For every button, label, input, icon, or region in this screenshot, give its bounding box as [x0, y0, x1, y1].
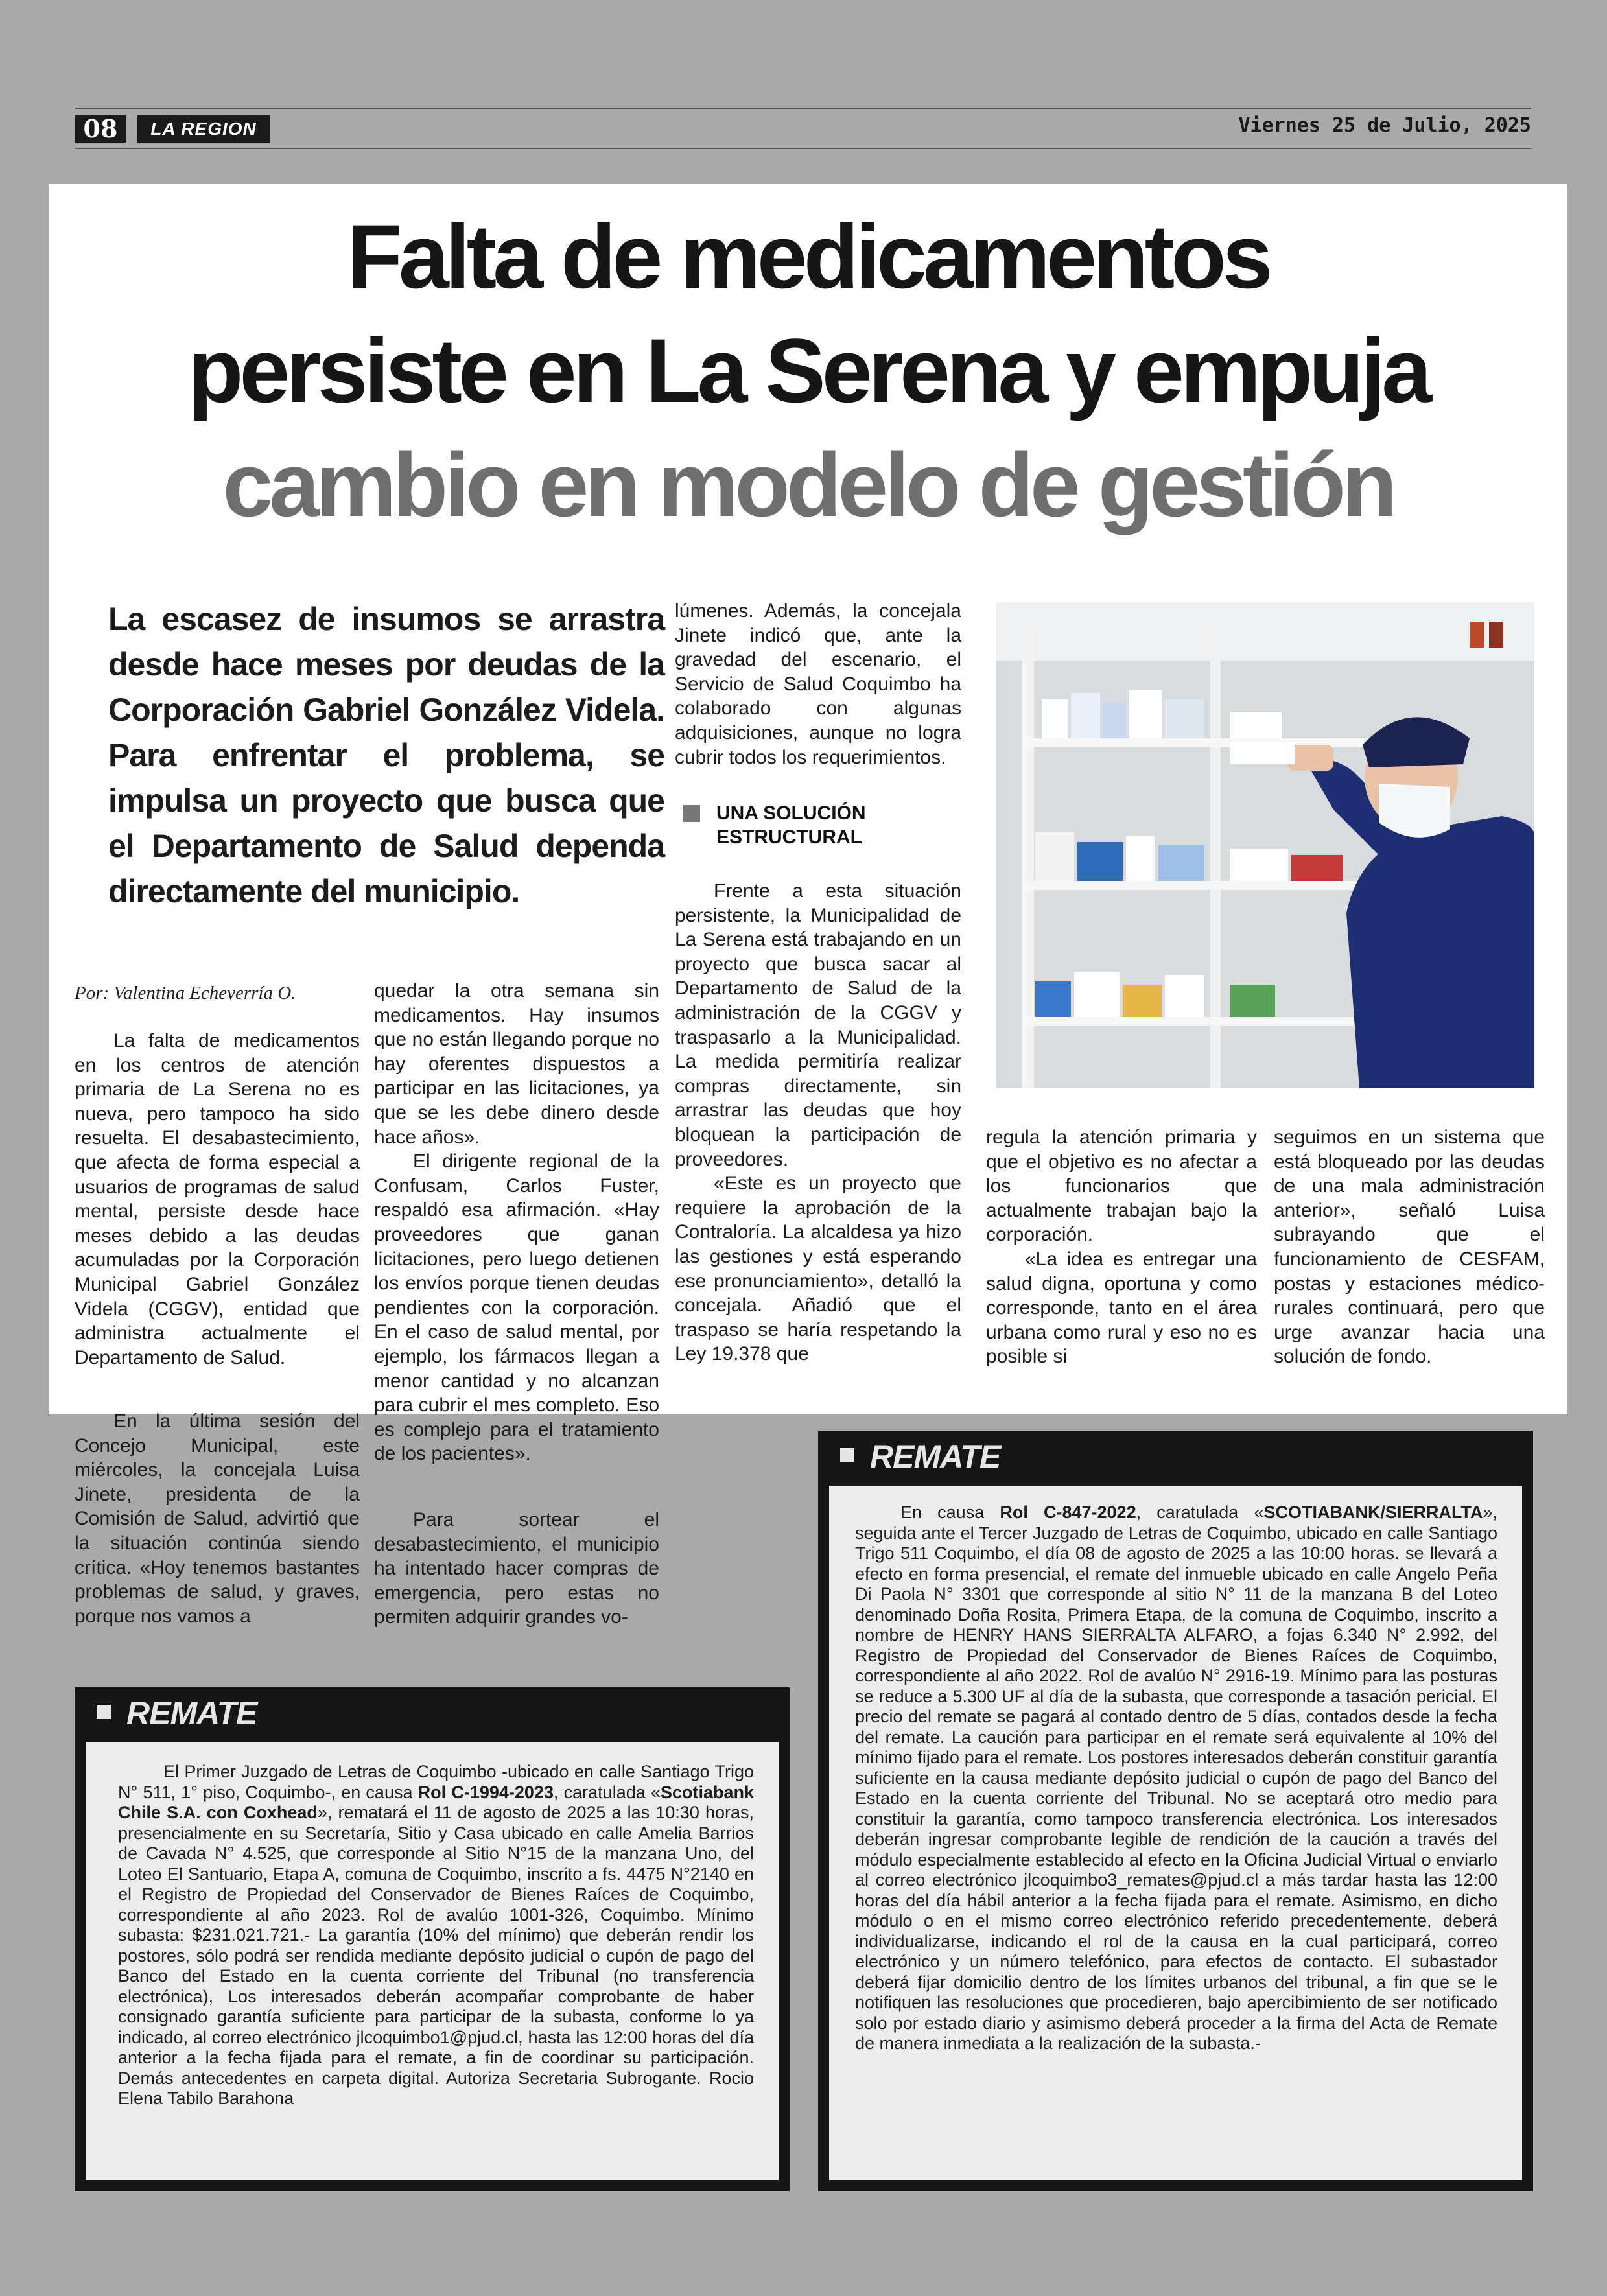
remate-text-left: El Primer Juzgado de Letras de Coquimbo -ubicado en calle Santiago Trigo N° 511, 1° piso, Coquimbo-, en causa Rol C-1994-2023, caratulada «Scotiabank Chile S.A. con Coxhead», rematará el 11 de agosto de 2025 a las 10:30 horas, presencialmente en su Secretaría, Sitio y Casa ubicado en calle Amelia Barrios de Cavada N° 4.525, que corresponde al Sitio N°15 de la manzana Uno, del Loteo El Santuario, Etapa A, comuna de Coquimbo, inscrito a fs. 4475 N°2140 en el Registro de Propiedad del Conservador de Bienes Raíces de Coquimbo, correspondiente al año 2023. Rol de avalúo 1001-326, Coquimbo. Mínimo subasta: $231.021.721.- La garantía (10% del mínimo) que deberán rendir los postores, sólo podrá ser rendida mediante depósito judicial o cupón de pago del Banco del Estado en la cuenta corriente del Tribunal (no transferencia electrónica), Los interesados deberán acompañar comprobante de haber consignado garantía suficiente para participar de la subasta, conforme lo ya indicado, al correo electrónico jlcoquimbo1@pjud.cl, hasta las 12:00 horas del día anterior a la fecha fijada para el remate, a fin de coordinar su participación. Demás antecedentes en carpeta digital. Autoriza Secretaria Subrogante. Rocio Elena Tabilo Barahona: [118, 1762, 755, 2108]
issue-date: Viernes 25 de Julio, 2025: [1238, 114, 1531, 137]
column-2: [374, 979, 659, 1466]
column-5: [1274, 1125, 1545, 1369]
column-3-paragraph-1: lúmenes. Además, la concejala Jinete indicó que, ante la gravedad del escenario, el Servicio de Salud Coquimbo ha colaborado con algunas adquisiciones, aunque no logra cubrir todos los requerimientos.: [675, 600, 961, 768]
column-3-paragraph-2: Frente a esta situación persistente, la Municipalidad de La Serena está trabajando en un proyecto que busca sacar al Departamento de Salud de la administración de la CGGV y traspasarlo a la Municipalidad. La medida permitiría realizar compras directamente, sin arrastrar las deudas que hoy bloquean la participación de proveedores.: [675, 880, 961, 1170]
column-3-bottom: [675, 879, 961, 1366]
square-bullet-icon: [97, 1705, 111, 1719]
publication-logo: LA REGION: [137, 115, 270, 143]
column-4-paragraph-1: regula la atención primaria y que el objetivo es no afectar a los funcionarios que actualmente trabajan bajo la corporación.: [986, 1127, 1257, 1246]
header-rule-bottom: [75, 148, 1531, 149]
column-4: [986, 1125, 1257, 1369]
column-1-continued: [75, 1409, 360, 1628]
column-2-paragraph-2: El dirigente regional de la Confusam, Carlos Fuster, respaldó esa afirmación. «Hay proveedores que ganan licitaciones, pero luego detienen los envíos porque tienen deudas pendientes con la corporación. En el caso de salud mental, por ejemplo, los fármacos llegan a menor cantidad y no alcanzan para cubrir el mes completo. Eso es complejo para el tratamiento de los pacientes».: [374, 1151, 659, 1465]
column-3-top: [675, 599, 961, 769]
header-rule-top: [75, 108, 1531, 109]
byline: Por: Valentina Echeverría O.: [75, 983, 296, 1003]
pharmacy-photo: [996, 602, 1534, 1088]
page-number: 08: [75, 115, 126, 143]
article-lead: La escasez de insumos se arrastra desde hace meses por deudas de la Corporación Gabriel González Videla. Para enfrentar el problema, se impulsa un proyecto que busca que el Departamento de Salud dependa directamente del municipio.: [108, 601, 664, 909]
column-5-paragraph-1: seguimos en un sistema que está bloqueado por las deudas de una mala administración anterior», señaló Luisa subrayando que el funcionamiento de CESFAM, postas y estaciones médico-rurales continuará, pero que urge avanzar hacia una solución de fondo.: [1274, 1127, 1545, 1368]
remate-text-right: En causa Rol C-847-2022, caratulada «SCOTIABANK/SIERRALTA», seguida ante el Tercer Juzgado de Letras de Coquimbo, ubicado en calle Santiago Trigo 511 Coquimbo, el día 08 de agosto de 2025 a las 10:00 horas. se llevará a efecto en forma presencial, el remate del inmueble ubicado en calle Angelo Peña Di Paola N° 3301 que corresponde al sitio N° 11 de la manzana B del Loteo denominado Doña Rosita, Primera Etapa, de la comuna de Coquimbo, inscrito a nombre de HENRY HANS SIERRALTA ALFARO, a fojas 6.340 N° 2.992, del Registro de Propiedad del Conservador de Bienes Raíces de Coquimbo, correspondiente al año 2022. Rol de avalúo N° 2916-19. Mínimo para las posturas se reduce a 5.300 UF al día de la subasta, que corresponde a tasación pericial. El precio del remate se pagará al contado dentro de 5 días, contados desde la fecha del remate. La caución para participar en el remate será equivalente al 10% del mínimo fijado para el remate. Los postores interesados deberán constituir garantía suficiente en la causa mediante depósito judicial o cupón de pago del Banco del Estado en la cuenta corriente del Tribunal. No se aceptará otro medio para constituir la garantía, como tampoco transferencia electrónica. Los interesados deberán ingresar comprobante legible de rendición de la caución a través del módulo especialmente establecido al efecto en la Oficina Judicial Virtual o enviarlo al correo electrónico jlcoquimbo3_remates@pjud.cl a más tardar hasta las 12:00 horas del día hábil anterior a la fecha fijada para el remate. Asimismo, en dicho módulo o en el mismo correo electrónico referido precedentemente, deberá individualizarse, indicando el rol de la causa en la cual participará, correo electrónico y un número telefónico, para efectos de contacto. El subastador deberá fijar domicilio dentro de los límites urbanos del tribunal, a fin que se le notifiquen las resoluciones que procedieren, bajo apercibimiento de ser notificado solo por estado diario y asimismo deberá proceder a la firma del Acta de Remate de manera inmediata a la realización de la subasta.-: [855, 1503, 1498, 2053]
column-1-paragraph-2: En la última sesión del Concejo Municipal, este miércoles, la concejala Luisa Jinete, presidenta de la Comisión de Salud, advirtió que la situación continúa siendo crítica. «Hoy tenemos bastantes problemas de salud, y graves, porque nos vamos a: [75, 1411, 360, 1627]
square-bullet-icon: [683, 805, 700, 822]
column-4-paragraph-2: «La idea es entregar una salud digna, oportuna y como corresponde, tanto en el área urbana como rural y eso no es posible si: [986, 1248, 1257, 1368]
remate-notice-left: [75, 1687, 790, 2191]
headline-line-2: persiste en La Serena y empuja: [187, 320, 1429, 421]
article-panel: Falta de medicamentos persiste en La Serena y empuja cambio en modelo de gestión La escasez de insumos se arrastra desde hace meses por deudas de la Corporación Gabriel González Videla. Para enfrentar el problema, se impulsa un proyecto que busca que el Departamento de Salud dependa directamente del municipio. Por: Valentina Echeverría O. La falta de medicamentos en los centros de atención primaria de La Serena no es nueva, pero tampoco ha sido resuelta. El desabastecimiento, que afecta de forma especial a usuarios de programas de salud mental, persiste desde hace meses debido a las deudas acumuladas por la Corporación Municipal Gabriel González Videla (CGGV), entidad que administra actualmente el Departamento de Salud. quedar la otra semana sin medicamentos. Hay insumos que no están llegando porque no hay oferentes dispuestos a participar en las licitaciones, ya que se les debe dinero desde hace años». El dirigente regional de la Confusam, Carlos Fuster, respaldó esa afirmación. «Hay proveedores que ganan licitaciones, pero luego detienen los envíos porque tienen deudas pendientes con la corporación. En el caso de salud mental, por ejemplo, los fármacos llegan a menor cantidad y no alcanzan para cubrir el mes completo. Eso es complejo para el tratamiento de los pacientes». lúmenes. Además, la concejala Jinete indicó que, ante la gravedad del escenario, el Servicio de Salud Coquimbo ha colaborado con algunas adquisiciones, aunque no logra cubrir todos los requerimientos. UNA SOLUCIÓN ESTRUCTURAL Frente a esta situación persistente, la Municipalidad de La Serena está trabajando en un proyecto que busca sacar al Departamento de Salud de la administración de la CGGV y traspasarlo a la Municipalidad. La medida permitiría realizar compras directamente, sin arrastrar las deudas que hoy bloquean la participación de proveedores. «Este es un proyecto que requiere la aprobación de la Contraloría. La alcaldesa ya hizo las gestiones y está esperando ese pronunciamiento», detalló la concejala. Añadió que el traspaso se haría respetando la Ley 19.378 que regula la atención primaria y que el objetivo es no afectar a los funcionarios que actualmente trabajan bajo la corporación. «La idea es entregar una salud digna, oportuna y como corresponde, tanto en el área urbana como rural y eso no es posible si seguimos en un sistema que está bloqueado por las deudas de una mala administración anterior», señaló Luisa subrayando que el funcionamiento de CESFAM, postas y estaciones médico-rurales continuará, pero que urge avanzar hacia una solución de fondo.: [49, 184, 1567, 1414]
headline: [49, 200, 1567, 542]
remate-notice-right: [818, 1431, 1533, 2191]
column-3-paragraph-3: «Este es un proyecto que requiere la aprobación de la Contraloría. La alcaldesa ya hizo las gestiones y está esperando ese pronunciamiento», detalló la concejala. Añadió que el traspaso se haría respetando la Ley 19.378 que: [675, 1173, 961, 1365]
square-bullet-icon: [840, 1448, 854, 1462]
headline-line-3: cambio en modelo de gestión: [222, 434, 1394, 535]
remate-title-left: REMATE: [75, 1687, 790, 1739]
column-1: [75, 1029, 360, 1370]
column-1-paragraph-1: La falta de medicamentos en los centros de atención primaria de La Serena no es nueva, pero tampoco ha sido resuelta. El desabastecimiento, que afecta de forma especial a usuarios de programas de salud mental, persiste desde hace meses debido a las deudas acumuladas por la Corporación Municipal Gabriel González Videla (CGGV), entidad que administra actualmente el Departamento de Salud.: [75, 1030, 360, 1368]
column-2-paragraph-1: quedar la otra semana sin medicamentos. Hay insumos que no están llegando porque no hay oferentes dispuestos a participar en las licitaciones, ya que se les debe dinero desde hace años».: [374, 980, 659, 1148]
column-2-paragraph-3: Para sortear el desabastecimiento, el municipio ha intentado hacer compras de emergencia, pero estas no permiten adquirir grandes vo-: [374, 1509, 659, 1628]
remate-title-right: REMATE: [818, 1431, 1533, 1482]
column-2-continued: [374, 1508, 659, 1630]
headline-line-1: Falta de medicamentos: [347, 205, 1269, 307]
